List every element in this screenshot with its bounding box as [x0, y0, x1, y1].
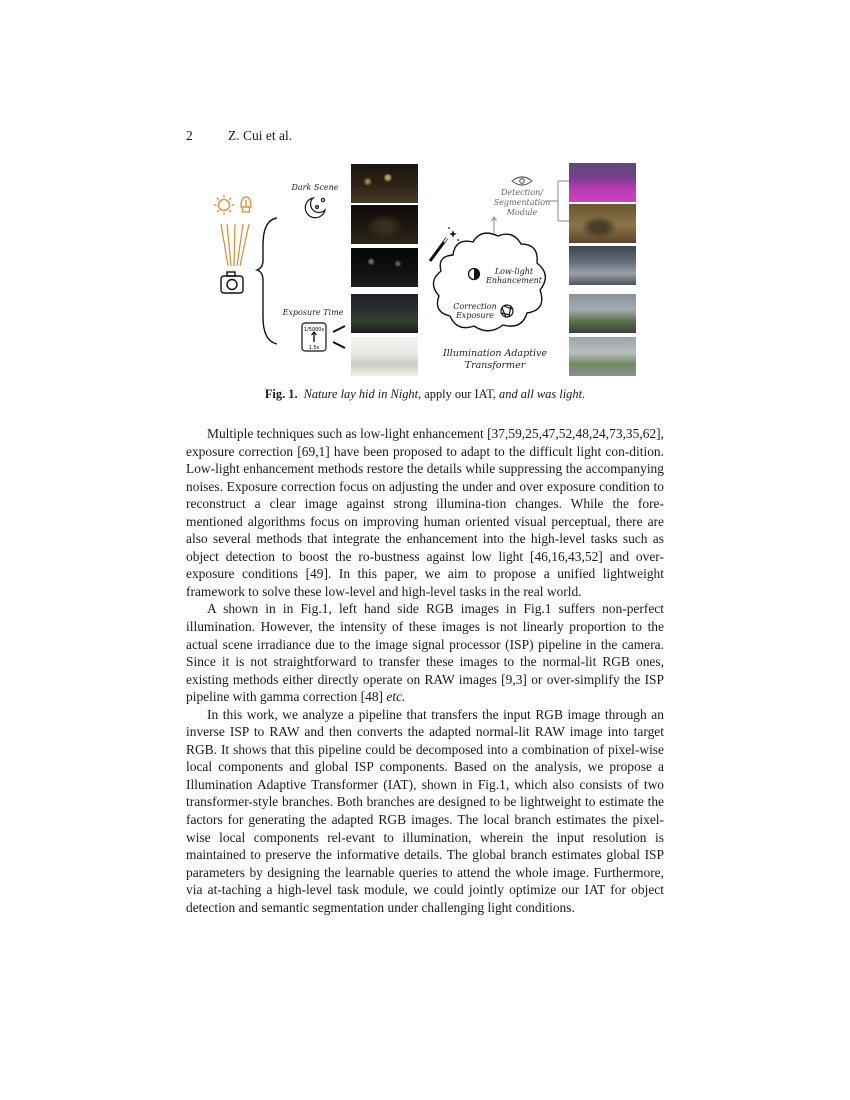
caption-part-4: . — [582, 387, 586, 401]
correction-label-2: Exposure — [455, 311, 495, 320]
exposure-top-text: 1/5000s — [303, 327, 325, 333]
paragraph-3: In this work, we analyze a pipeline that transfers the input RGB image through an inverse ISP to RAW and then converts the adapted normal-lit RAW image into target RGB. It shows that this pipeline could be decomposed into a combination of pixel-wise local components and global ISP components. Based on the analysis, we propose a Illumination Adaptive Transformer (IAT), shown in Fig.1, which also consists of two transformer-style branches. Both branches are designed to be lightweight to estimate the factors for generating the adapted RGB images. The local branch estimates the pixel-wise local components rel-evant to illumination, wherein the input resolution is maintained to preserve the informative details. The global branch estimates global ISP parameters by designing the learnable queries to attend the whole image. Furthermore, via at-taching a high-level task module, we could jointly optimize our IAT for object detection and semantic segmentation under challenging light conditions. — [186, 706, 664, 915]
underexposed-building-image — [351, 294, 418, 333]
corrected-building-image-2 — [569, 337, 636, 376]
dark-scene-label: Dark Scene — [291, 183, 339, 192]
moon-icon — [305, 198, 325, 218]
caption-part-2: , apply our IAT, — [418, 387, 500, 401]
detection-label-2: Segmentation — [493, 198, 551, 207]
page-number: 2 — [186, 128, 193, 143]
segmentation-result-image — [569, 163, 636, 202]
dark-cyclist-image — [351, 205, 418, 244]
figure-caption — [186, 387, 664, 402]
figure-1 — [205, 160, 650, 382]
paragraph-2-text: A shown in in Fig.1, left hand side RGB images in Fig.1 suffers non-perfect illumination. However, the intensity of these images is not linearly proportion to the actual scene irradiance due to the image signal processor (ISP) pipeline in the camera. Since it is not straightforward to transfer these images to the normal-lit RGB ones, existing methods either directly operate on RAW images [9,3] or over-simplify the ISP pipeline with gamma correction [48] — [186, 601, 664, 705]
paragraph-2 — [186, 600, 664, 705]
eye-icon — [512, 177, 532, 185]
corrected-building-image-1 — [569, 294, 636, 333]
paragraph-1: Multiple techniques such as low-light enhancement [37,59,25,47,52,48,24,73,35,62], exposure correction [69,1] have been proposed to adapt to the difficult light con-dition. Low-light enhancement methods restore the details while suppressing the accompanying noises. Exposure correction focus on adjusting the under and over exposure condition to reconstruct a clear image against strong illumina-tion changes. While the fore-mentioned algorithms focus on improving human oriented visual perceptual, there are also several methods that integrate the enhancement into the high-level tasks such as object detection to boost the ro-bustness against low light [46,16,43,52] and over-exposure conditions [49]. In this paper, we aim to propose a unified lightweight framework to solve these low-level and high-level tasks in the real world. — [186, 426, 664, 599]
detection-label-3: Module — [506, 208, 538, 217]
exposure-bottom-text: 1.5s — [308, 345, 320, 351]
correction-label-1: Correction — [453, 302, 497, 311]
caption-label: Fig. 1. — [264, 387, 298, 401]
sun-icon — [214, 195, 234, 215]
enhanced-cyclist-image — [569, 204, 636, 243]
exposure-time-label: Exposure Time — [282, 308, 344, 317]
dark-street-image — [351, 164, 418, 203]
iat-label-1: Illumination Adaptive — [442, 348, 548, 359]
detection-label-1: Detection/ — [500, 188, 544, 197]
running-authors: Z. Cui et al. — [228, 128, 293, 143]
iat-label-2: Transformer — [464, 360, 526, 371]
paragraph-2-tail: etc. — [386, 689, 406, 705]
overexposed-building-image — [351, 337, 418, 376]
stopwatch-icon — [302, 323, 326, 351]
contrast-icon — [469, 269, 480, 280]
dark-road-image — [351, 248, 418, 287]
bulb-icon — [241, 197, 251, 212]
running-header — [186, 128, 292, 144]
body-text — [186, 425, 664, 916]
enhanced-road-image — [569, 246, 636, 285]
camera-icon — [221, 272, 243, 293]
caption-part-1: Nature lay hid in Night — [303, 387, 419, 401]
caption-part-3: and all was light — [499, 387, 583, 401]
low-light-label-2: Enhancement — [486, 276, 542, 285]
low-light-label-1: Low-light — [494, 267, 534, 276]
